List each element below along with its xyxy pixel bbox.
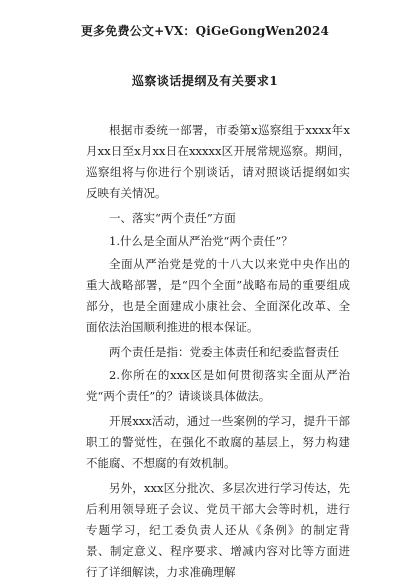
intro-paragraph: 根据市委统一部署，市委第x巡察组于xxxx年x月xx日至x月xx日在xxxxx区开展常规巡察。期间，巡察组将与你进行个别谈话，请对照谈话提纲如实反映有关情况。 [86, 123, 350, 200]
definition-paragraph: 两个责任是指：党委主体责任和纪委监督责任 [109, 345, 339, 359]
document-body [86, 120, 350, 587]
promo-header: 更多免费公文+VX：QiGeGongWen2024 [80, 24, 330, 38]
answer-2: 开展xxx活动，通过一些案例的学习，提升干部职工的警觉性，在强化不敢腐的基层上，努力构建不能腐、不想腐的有效机制。 [86, 414, 350, 470]
question-1: 1.什么是全面从严治党“两个责任”？ [109, 234, 293, 248]
answer-1: 全面从严治党是党的十八大以来党中央作出的重大战略部署，是“四个全面”战略布局的重要组成部分，也是全面建成小康社会、全面深化改革、全面依法治国顺利推进的根本保证。 [86, 257, 350, 334]
section-heading: 一、落实“两个责任”方面 [109, 211, 236, 225]
answer-2-continued: 另外，xxx区分批次、多层次进行学习传达，先后利用领导班子会议、党员干部大会等时机，进行专题学习，纪工委负责人还从《条例》的制定背景、制定意义、程序要求、增减内容对比等方面进行了详细解读，力求准确理解 [86, 481, 350, 579]
document-title: 巡察谈话提纲及有关要求1 [131, 74, 279, 88]
question-2: 2.你所在的xxx区是如何贯彻落实全面从严治党“两个责任”的？请谈谈具体做法。 [86, 368, 350, 403]
